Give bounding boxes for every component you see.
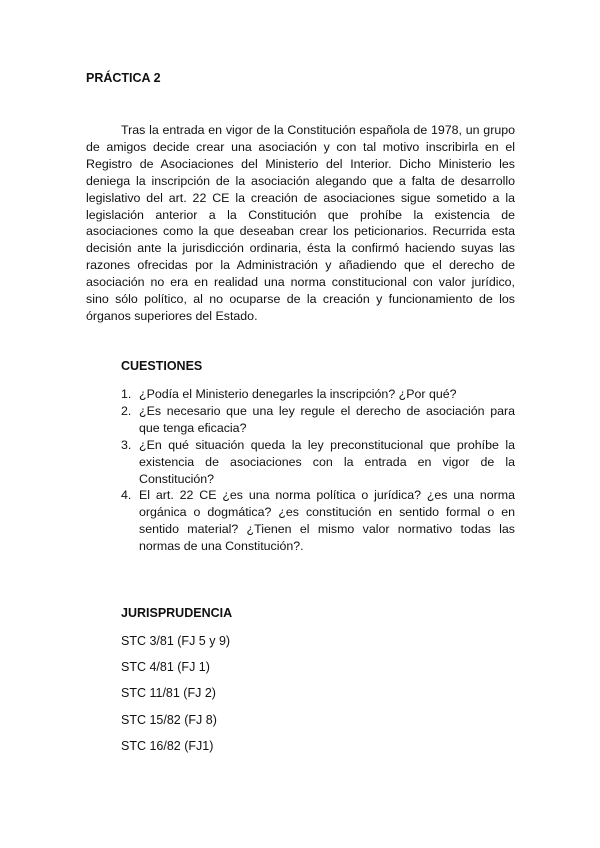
- question-number: 2.: [121, 403, 132, 418]
- question-text: ¿Podía el Ministerio denegarles la inscripción? ¿Por qué?: [139, 387, 457, 401]
- question-text: El art. 22 CE ¿es una norma política o jurídica? ¿es una norma orgánica o dogmática? ¿es constitución en sentido formal o en sentido material? ¿Tienen el mismo valor normativo todas las normas de una Constitución?.: [139, 488, 515, 554]
- case-paragraph: Tras la entrada en vigor de la Constitución española de 1978, un grupo de amigos decide crear una asociación y con tal motivo inscribirla en el Registro de Asociaciones del Ministerio del Interior. Dicho Ministerio les deniega la inscripción de la asociación alegando que a falta de desarrollo legislativo del art. 22 CE la creación de asociaciones sigue sometido a la legislación anterior a la Constitución que prohíbe la existencia de asociaciones como la que deseaban crear los peticionarios. Recurrida esta decisión ante la jurisdicción ordinaria, ésta la confirmó haciendo suyas las razones ofrecidas por la Administración y añadiendo que el derecho de asociación no era en realidad una norma constitucional con valor jurídico, sino sólo político, al no ocuparse de la creación y funcionamiento de los órganos superiores del Estado.: [86, 123, 515, 323]
- question-number: 3.: [121, 437, 132, 452]
- question-number: 1.: [121, 387, 132, 401]
- question-item: [121, 487, 515, 555]
- stc-reference: STC 3/81 (FJ 5 y 9): [121, 634, 231, 648]
- question-text: ¿En qué situación queda la ley preconstitucional que prohíbe la existencia de asociaciones con la entrada en vigor de la Constitución?: [139, 437, 515, 486]
- stc-reference: STC 4/81 (FJ 1): [121, 660, 210, 675]
- question-number: 4.: [121, 488, 132, 503]
- jurisprudencia-heading: JURISPRUDENCIA: [121, 606, 233, 620]
- page-title: PRÁCTICA 2: [86, 71, 161, 85]
- questions-list: [121, 386, 515, 555]
- stc-reference: STC 16/82 (FJ1): [121, 738, 214, 753]
- question-item: [121, 386, 515, 403]
- cuestiones-heading: CUESTIONES: [121, 359, 203, 373]
- stc-reference: STC 11/81 (FJ 2): [121, 686, 216, 701]
- jurisprudencia-list: [121, 634, 230, 765]
- question-text: ¿Es necesario que una ley regule el derecho de asociación para que tenga eficacia?: [139, 403, 515, 435]
- question-item: [121, 437, 515, 488]
- stc-reference: STC 15/82 (FJ 8): [121, 712, 217, 727]
- question-item: [121, 403, 515, 437]
